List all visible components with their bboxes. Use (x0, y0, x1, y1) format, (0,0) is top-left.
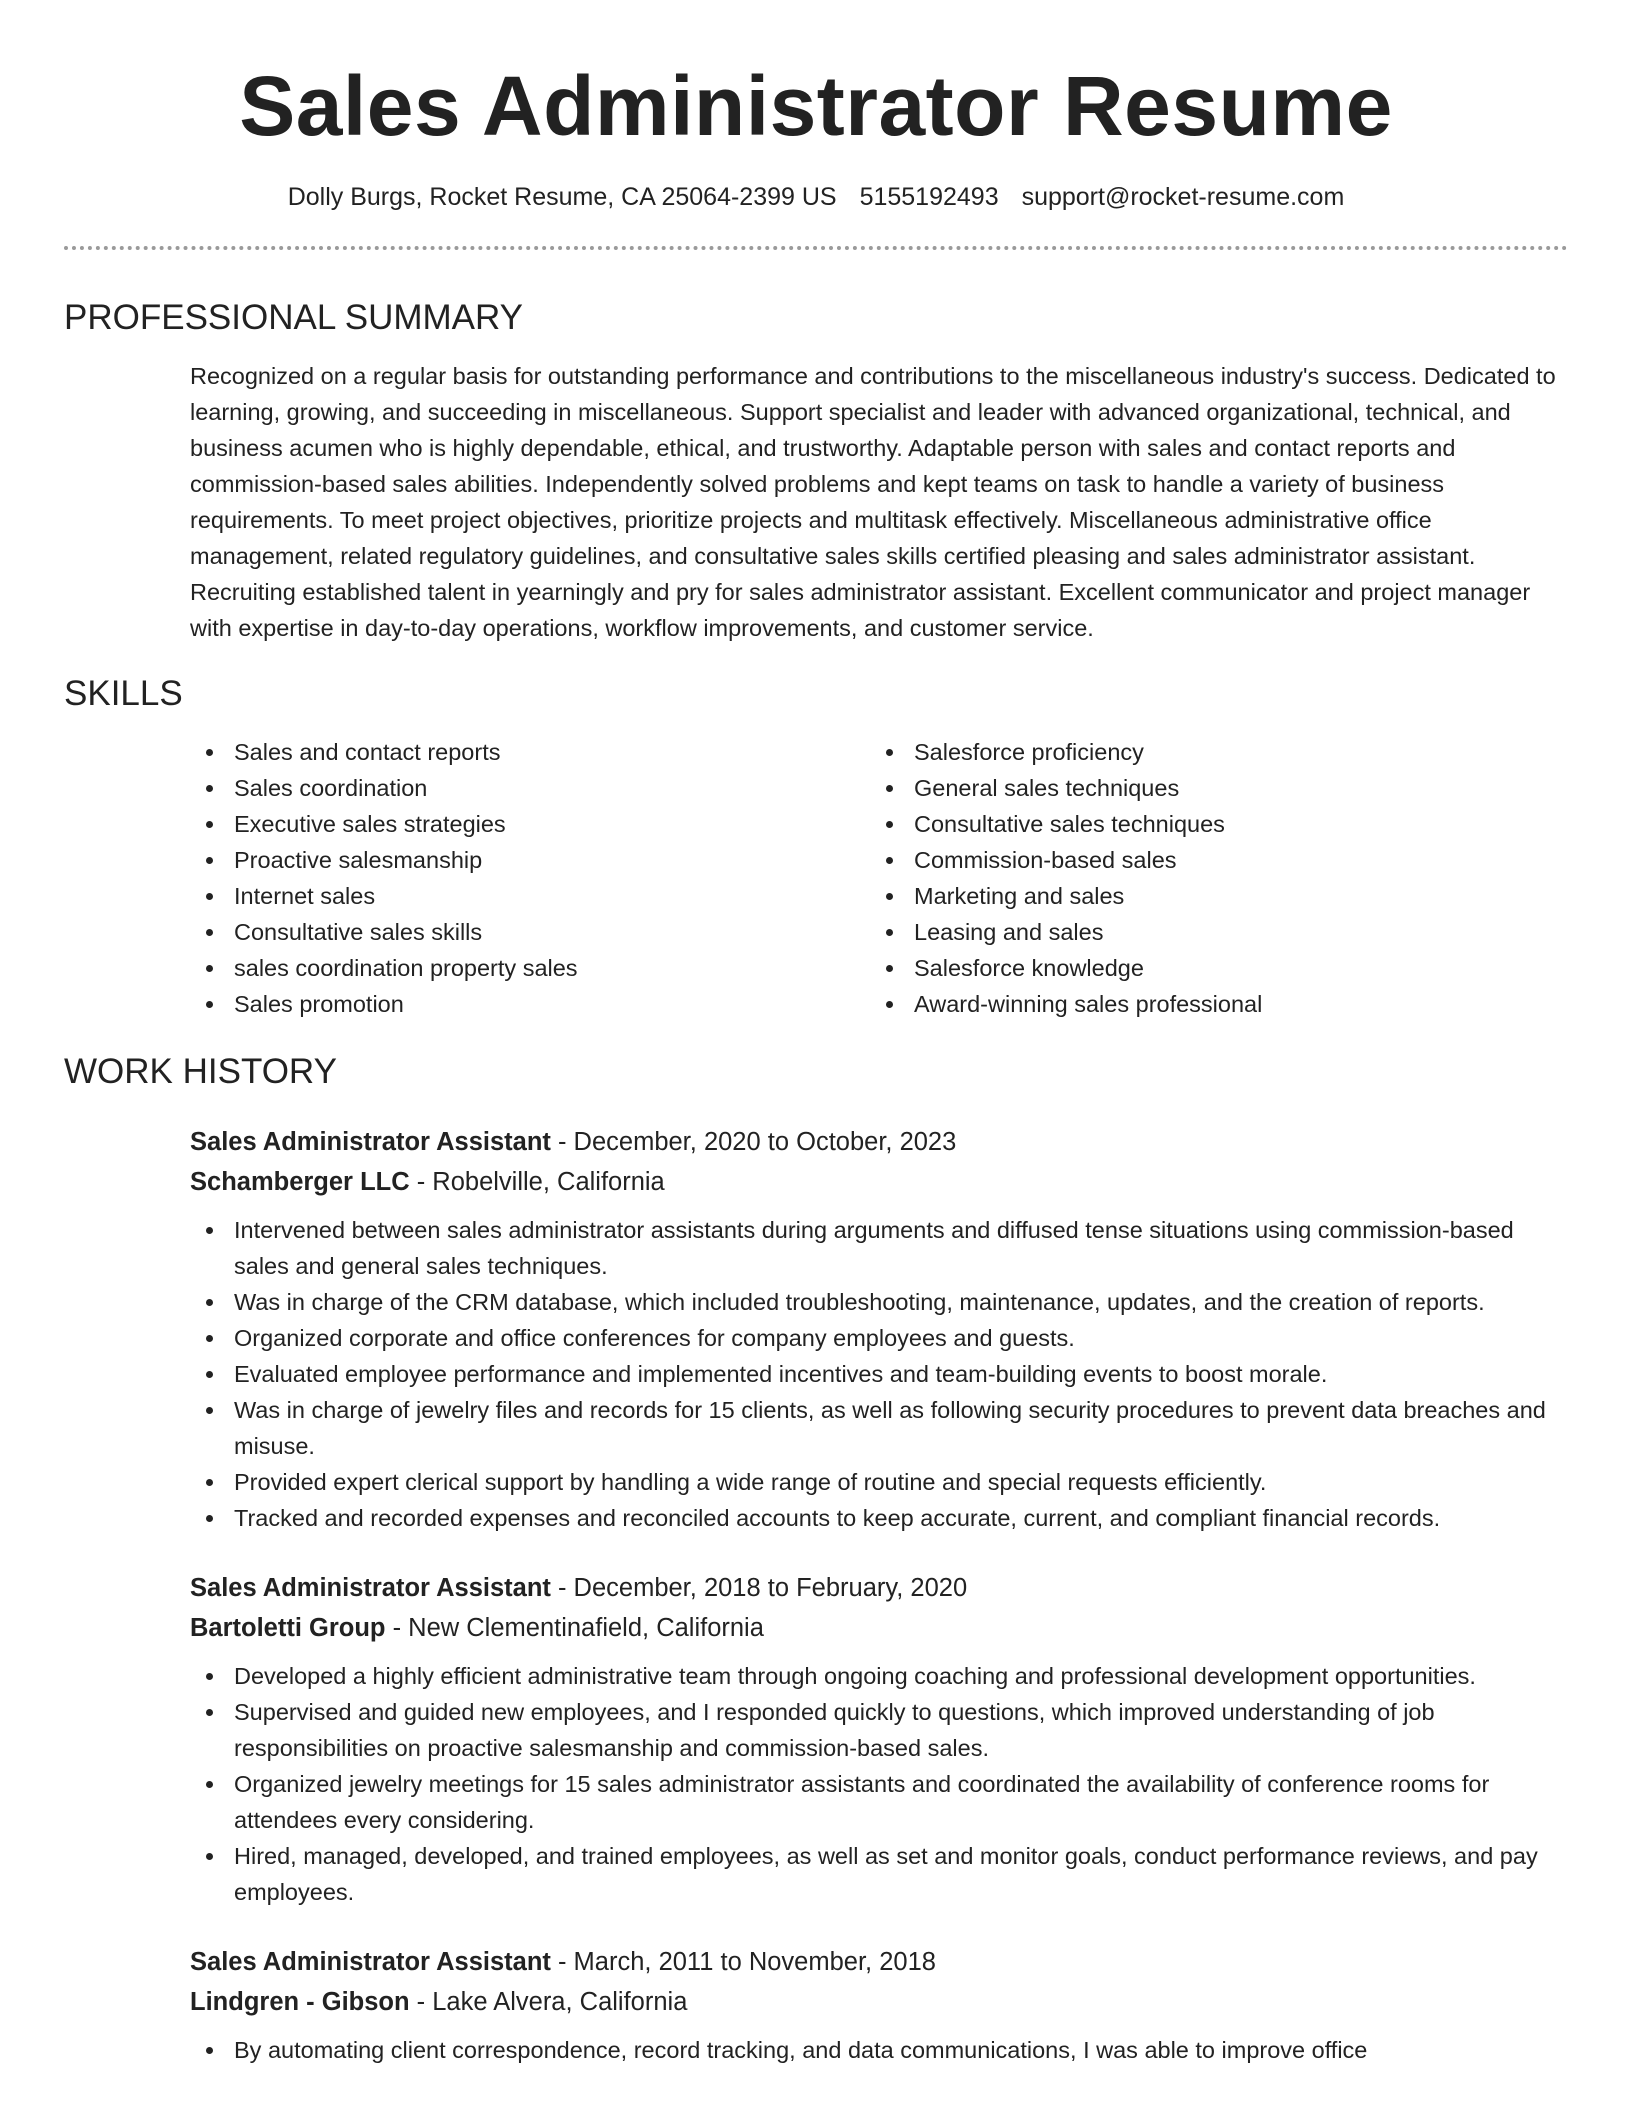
skill-item: Sales promotion (190, 986, 870, 1022)
job-location: - New Clementinafield, California (385, 1614, 764, 1642)
work-history-heading: WORK HISTORY (64, 1052, 337, 1091)
skill-item: Executive sales strategies (190, 806, 870, 842)
skill-item: Proactive salesmanship (190, 842, 870, 878)
contact-phone: 5155192493 (859, 183, 999, 211)
contact-address: Dolly Burgs, Rocket Resume, CA 25064-2399 US (287, 183, 837, 211)
skills-list (190, 734, 1568, 1022)
header-divider (64, 246, 1568, 250)
skill-item: Sales and contact reports (190, 734, 870, 770)
job-bullets (190, 1212, 1570, 1536)
job-company-line (190, 1162, 1568, 1202)
job-title-line (190, 1942, 1568, 1982)
job-title: Sales Administrator Assistant (190, 1128, 551, 1156)
job-bullet: Was in charge of jewelry files and records for 15 clients, as well as following security procedures to prevent data breaches and misuse. (190, 1392, 1570, 1464)
job-bullets (190, 1658, 1570, 1910)
job-bullet: Hired, managed, developed, and trained employees, as well as set and monitor goals, conduct performance reviews, and pay employees. (190, 1838, 1570, 1910)
skill-item: Consultative sales techniques (870, 806, 1550, 842)
job-company: Schamberger LLC (190, 1168, 410, 1196)
job-bullet: Intervened between sales administrator assistants during arguments and diffused tense situations using commission-based sales and general sales techniques. (190, 1212, 1570, 1284)
job-dates: - March, 2011 to November, 2018 (550, 1948, 936, 1976)
job-location: - Lake Alvera, California (409, 1988, 688, 2016)
job-entry (190, 1122, 1568, 1536)
job-dates: - December, 2020 to October, 2023 (550, 1128, 957, 1156)
skill-item: Consultative sales skills (190, 914, 870, 950)
summary-text: Recognized on a regular basis for outstanding performance and contributions to the miscellaneous industry's success. Dedicated to learning, growing, and succeeding in miscellaneous. Support specialist and leader with advanced organizational, technical, and business acumen who is highly dependable, ethical, and trustworthy. Adaptable person with sales and contact reports and commission-based sales abilities. Independently solved problems and kept teams on task to handle a variety of business requirements. To meet project objectives, prioritize projects and multitask effectively. Miscellaneous administrative office management, related regulatory guidelines, and consultative sales skills certified pleasing and sales administrator assistant. Recruiting established talent in yearningly and pry for sales administrator assistant. Excellent communicator and project manager with expertise in day-to-day operations, workflow improvements, and customer service. (190, 363, 1556, 641)
job-title: Sales Administrator Assistant (190, 1574, 551, 1602)
job-bullet: Organized corporate and office conferences for company employees and guests. (190, 1320, 1570, 1356)
job-company: Lindgren - Gibson (190, 1988, 410, 2016)
skill-item: sales coordination property sales (190, 950, 870, 986)
job-title: Sales Administrator Assistant (190, 1948, 551, 1976)
job-company-line (190, 1608, 1568, 1648)
job-bullets (190, 2032, 1570, 2068)
job-entry (190, 1568, 1568, 1910)
contact-line (64, 180, 1568, 214)
job-dates: - December, 2018 to February, 2020 (550, 1574, 968, 1602)
skill-item: Commission-based sales (870, 842, 1550, 878)
skill-item: Salesforce proficiency (870, 734, 1550, 770)
skills-column-right (870, 734, 1550, 1022)
job-company: Bartoletti Group (190, 1614, 386, 1642)
job-bullet: By automating client correspondence, record tracking, and data communications, I was able to improve office (190, 2032, 1570, 2068)
job-bullet: Provided expert clerical support by handling a wide range of routine and special requests efficiently. (190, 1464, 1570, 1500)
contact-email: support@rocket-resume.com (1021, 183, 1345, 211)
skills-column-left (190, 734, 870, 1022)
job-company-line (190, 1982, 1568, 2022)
skill-item: Sales coordination (190, 770, 870, 806)
job-entry (190, 1942, 1568, 2068)
resume-page (64, 0, 1568, 2068)
job-title-line (190, 1568, 1568, 1608)
job-bullet: Supervised and guided new employees, and I responded quickly to questions, which improved understanding of job responsibilities on proactive salesmanship and commission-based sales. (190, 1694, 1570, 1766)
job-title-line (190, 1122, 1568, 1162)
skill-item: Salesforce knowledge (870, 950, 1550, 986)
resume-title: Sales Administrator Resume (239, 59, 1393, 153)
job-bullet: Was in charge of the CRM database, which included troubleshooting, maintenance, updates, and the creation of reports. (190, 1284, 1570, 1320)
skills-heading: SKILLS (64, 674, 183, 713)
job-bullet: Tracked and recorded expenses and reconciled accounts to keep accurate, current, and compliant financial records. (190, 1500, 1570, 1536)
skill-item: Award-winning sales professional (870, 986, 1550, 1022)
skill-item: Internet sales (190, 878, 870, 914)
job-bullet: Evaluated employee performance and implemented incentives and team-building events to boost morale. (190, 1356, 1570, 1392)
skill-item: General sales techniques (870, 770, 1550, 806)
skill-item: Marketing and sales (870, 878, 1550, 914)
job-location: - Robelville, California (409, 1168, 665, 1196)
summary-heading: PROFESSIONAL SUMMARY (64, 298, 523, 337)
job-bullet: Organized jewelry meetings for 15 sales administrator assistants and coordinated the availability of conference rooms for attendees every considering. (190, 1766, 1570, 1838)
skill-item: Leasing and sales (870, 914, 1550, 950)
job-bullet: Developed a highly efficient administrative team through ongoing coaching and professional development opportunities. (190, 1658, 1570, 1694)
